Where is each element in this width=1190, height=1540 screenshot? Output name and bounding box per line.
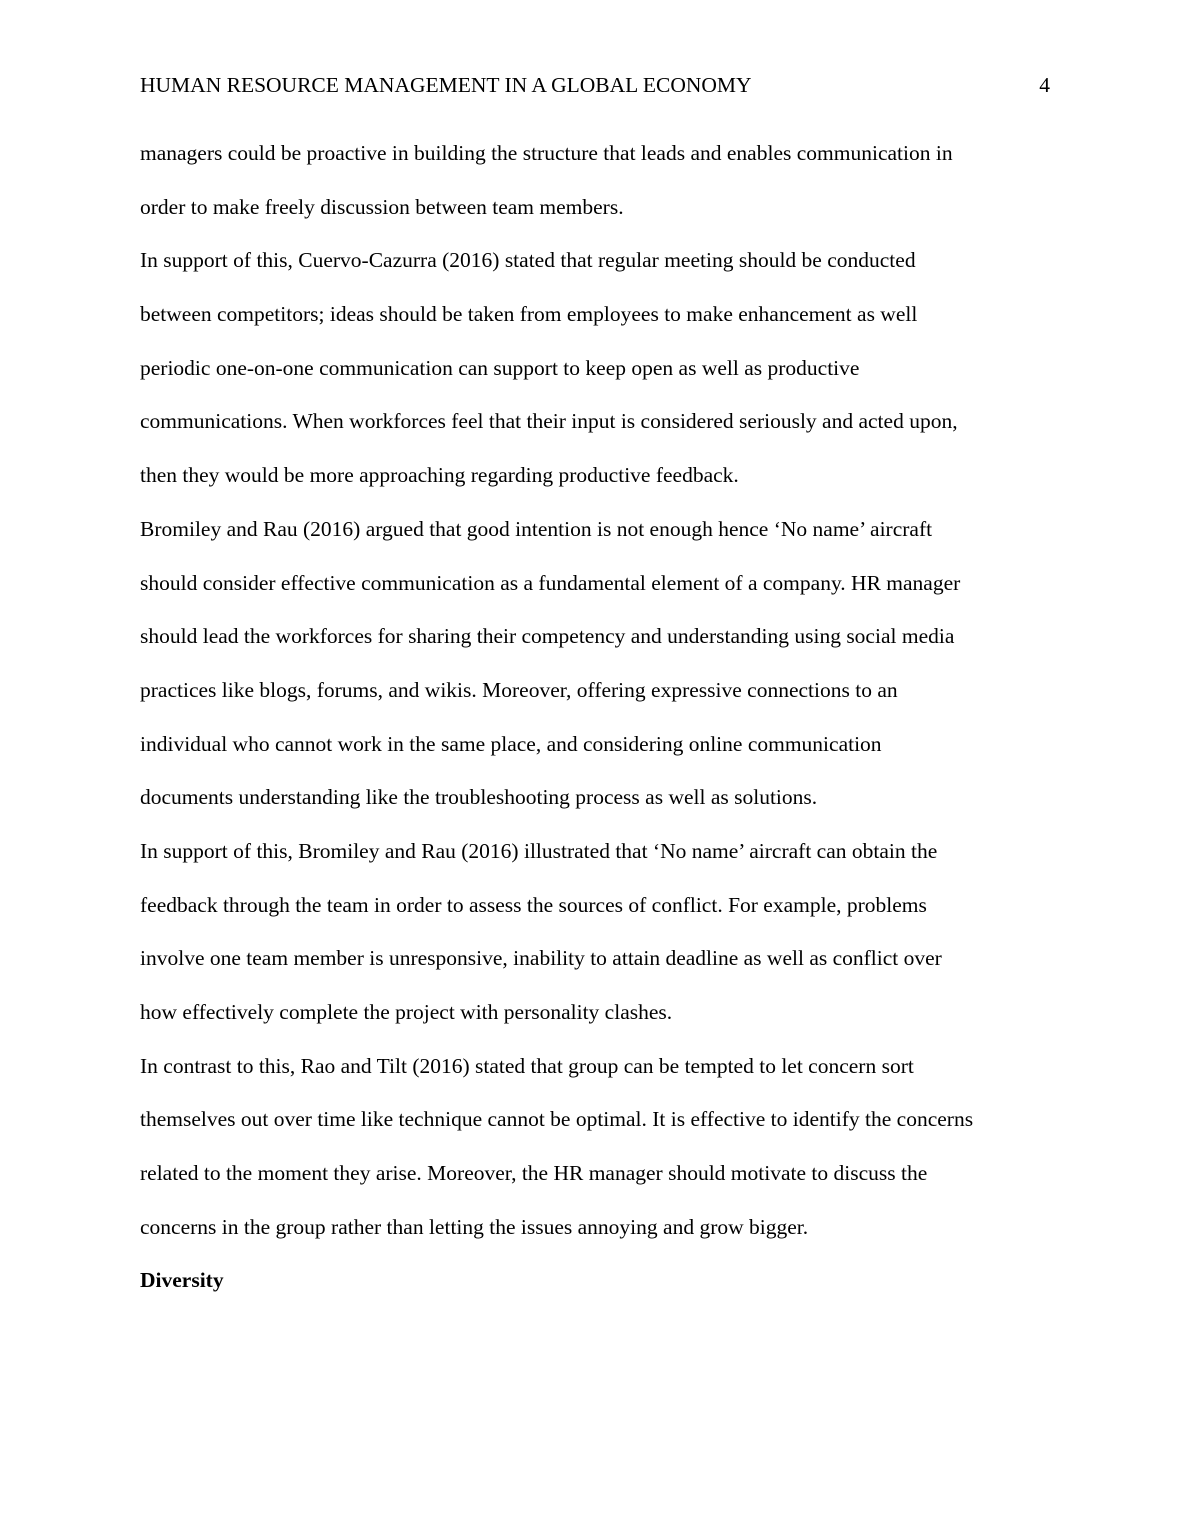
text-line: managers could be proactive in building the structure that leads and enables communication in — [140, 141, 953, 165]
text-line: In support of this, Bromiley and Rau (2016) illustrated that ‘No name’ aircraft can obtain the — [140, 838, 938, 863]
paragraph — [140, 503, 1060, 825]
text-line: should consider effective communication as a fundamental element of a company. HR manager — [140, 570, 961, 595]
running-head — [140, 70, 1050, 100]
text-line: order to make freely discussion between team members. — [140, 194, 624, 219]
text-line: concerns in the group rather than letting the issues annoying and grow bigger. — [140, 1214, 809, 1239]
text-line: should lead the workforces for sharing their competency and understanding using social media — [140, 624, 955, 649]
section-heading: Diversity — [140, 1268, 224, 1293]
text-line: individual who cannot work in the same place, and considering online communication — [140, 731, 882, 756]
paragraph — [140, 234, 1060, 502]
text-line: In contrast to this, Rao and Tilt (2016) stated that group can be tempted to let concern sort — [140, 1053, 914, 1078]
text-line: communications. When workforces feel that their input is considered seriously and acted upon, — [140, 409, 958, 434]
running-title: HUMAN RESOURCE MANAGEMENT IN A GLOBAL ECONOMY — [140, 73, 752, 97]
paragraph — [140, 825, 1060, 1040]
text-line: documents understanding like the troubleshooting process as well as solutions. — [140, 785, 818, 810]
text-line: between competitors; ideas should be taken from employees to make enhancement as well — [140, 302, 918, 327]
text-line: In support of this, Cuervo-Cazurra (2016) stated that regular meeting should be conducted — [140, 248, 916, 273]
text-line: feedback through the team in order to assess the sources of conflict. For example, problems — [140, 892, 927, 917]
text-line: related to the moment they arise. Moreover, the HR manager should motivate to discuss the — [140, 1161, 928, 1186]
text-line: involve one team member is unresponsive, inability to attain deadline as well as conflict over — [140, 946, 942, 971]
text-line: then they would be more approaching regarding productive feedback. — [140, 463, 739, 488]
paragraph — [140, 1040, 1060, 1255]
text-line: how effectively complete the project with personality clashes. — [140, 1000, 673, 1024]
text-line: Bromiley and Rau (2016) argued that good intention is not enough hence ‘No name’ aircraft — [140, 516, 933, 541]
body-text — [140, 127, 1060, 1308]
text-line: practices like blogs, forums, and wikis. Moreover, offering expressive connections to an — [140, 677, 898, 702]
text-line: themselves out over time like technique cannot be optimal. It is effective to identify the concerns — [140, 1107, 974, 1132]
page-number: 4 — [1039, 73, 1050, 97]
text-line: periodic one-on-one communication can support to keep open as well as productive — [140, 355, 860, 380]
paragraph — [140, 127, 1060, 234]
